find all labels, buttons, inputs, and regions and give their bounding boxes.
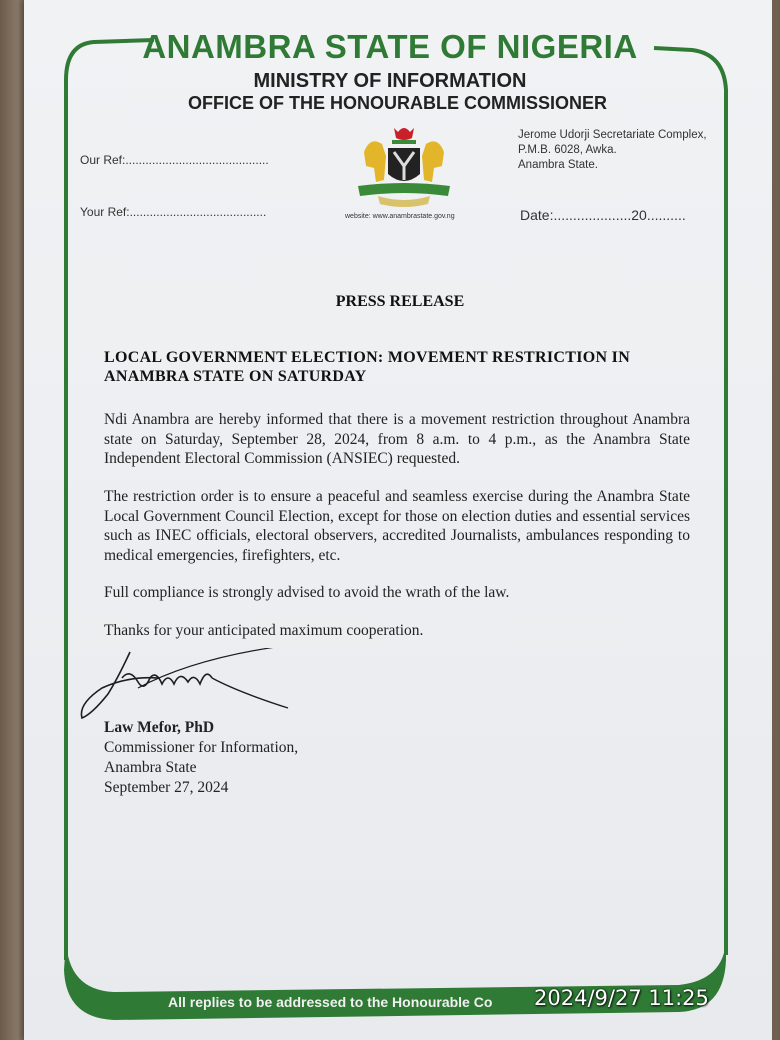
address-line: Jerome Udorji Secretariate Complex, bbox=[518, 129, 707, 141]
footer-notice: All replies to be addressed to the Honourable Co bbox=[168, 994, 493, 1010]
signatory-block bbox=[104, 718, 298, 798]
body-paragraph: The restriction order is to ensure a peaceful and seamless exercise during the Anambra State Local Government Council Election, except for those on election duties and essential services such as INEC officials, electoral observers, accredited Journalists, ambulances responding to medical emergencies, firefighters, etc. bbox=[104, 488, 690, 564]
office-address bbox=[518, 128, 707, 173]
headline-line: ANAMBRA STATE ON SATURDAY bbox=[104, 368, 367, 385]
address-line: P.M.B. 6028, Awka. bbox=[518, 144, 617, 156]
release-headline bbox=[104, 348, 692, 386]
our-ref-field: Our Ref:........................................... bbox=[80, 153, 269, 167]
document-type-heading: PRESS RELEASE bbox=[335, 293, 465, 310]
date-field: Date:....................20.......... bbox=[520, 207, 686, 223]
headline-line: LOCAL GOVERNMENT ELECTION: MOVEMENT RESTRICTION IN bbox=[104, 349, 631, 366]
letterhead-ministry: MINISTRY OF INFORMATION bbox=[253, 70, 527, 92]
letterhead-office: OFFICE OF THE HONOURABLE COMMISSIONER bbox=[187, 93, 607, 113]
nigeria-coat-of-arms-icon bbox=[348, 122, 460, 212]
body-paragraph: Thanks for your anticipated maximum cooperation. bbox=[104, 622, 424, 639]
your-ref-field: Your Ref:......................................... bbox=[80, 205, 267, 219]
website-url: website: www.anambrastate.gov.ng bbox=[345, 213, 455, 220]
address-line: Anambra State. bbox=[518, 159, 598, 171]
body-paragraph: Ndi Anambra are hereby informed that there is a movement restriction throughout Anambra state on Saturday, September 28, 2024, from 8 a.m. to 4 p.m., as the Anambra State Independent Electoral Commission (ANSIEC) requested. bbox=[104, 411, 690, 467]
body-paragraph: Full compliance is strongly advised to avoid the wrath of the law. bbox=[104, 584, 510, 601]
photo-timestamp: 2024/9/27 11:25 bbox=[534, 986, 709, 1010]
signatory-title: Commissioner for Information, bbox=[104, 739, 299, 756]
signatory-date: September 27, 2024 bbox=[104, 779, 229, 796]
signatory-name: Law Mefor, PhD bbox=[104, 719, 215, 736]
handwritten-signature bbox=[78, 648, 308, 728]
letterhead-state-title: ANAMBRA STATE OF NIGERIA bbox=[142, 28, 638, 65]
signatory-location: Anambra State bbox=[104, 759, 197, 776]
